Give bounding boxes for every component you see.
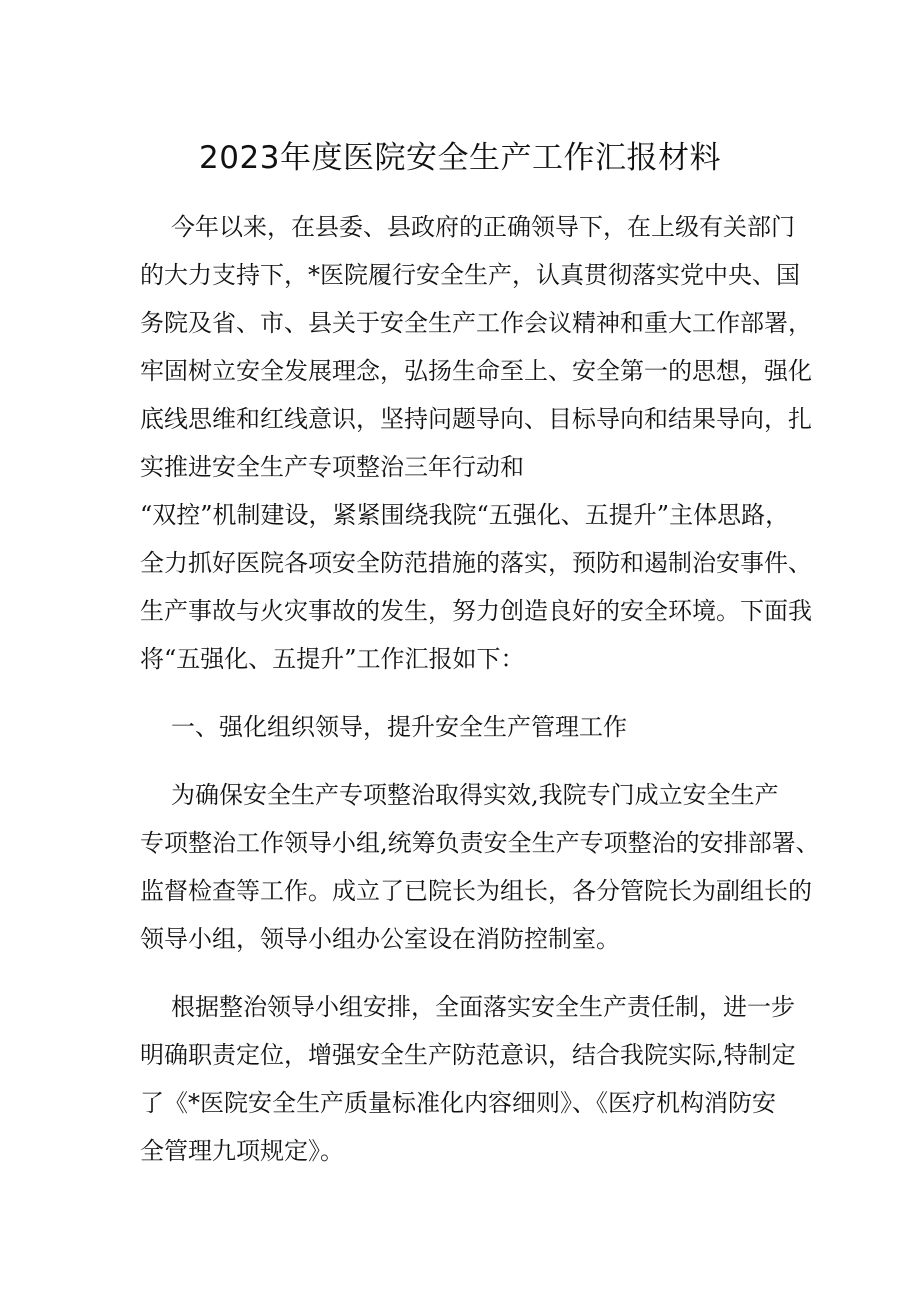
intro-line: “双控”机制建设，紧紧围绕我院“五强化、五提升”主体思路，	[140, 501, 790, 529]
intro-line: 的大力支持下，*医院履行安全生产，认真贯彻落实党中央、国	[140, 261, 800, 289]
intro-line: 实推进安全生产专项整治三年行动和	[140, 453, 524, 481]
intro-line: 今年以来，在县委、县政府的正确领导下，在上级有关部门	[171, 213, 795, 241]
paragraph-line: 根据整治领导小组安排，全面落实安全生产责任制，进一步	[171, 993, 795, 1021]
document-title: 2023年度医院安全生产工作汇报材料	[199, 140, 721, 176]
paragraph-line: 专项整治工作领导小组,统筹负责安全生产专项整治的安排部署、	[140, 829, 820, 857]
intro-line: 将“五强化、五提升”工作汇报如下：	[140, 645, 525, 673]
intro-line: 全力抓好医院各项安全防范措施的落实，预防和遏制治安事件、	[140, 549, 812, 577]
paragraph-line: 了《*医院安全生产质量标准化内容细则》、《医疗机构消防安	[140, 1089, 776, 1117]
paragraph-line: 监督检查等工作。成立了已院长为组长，各分管院长为副组长的	[140, 877, 812, 905]
intro-line: 生产事故与火灾事故的发生，努力创造良好的安全环境。下面我	[140, 597, 812, 625]
intro-line: 务院及省、市、县关于安全生产工作会议精神和重大工作部署，	[140, 309, 812, 337]
intro-line: 底线思维和红线意识，坚持问题导向、目标导向和结果导向，扎	[140, 405, 812, 433]
paragraph-line: 领导小组，领导小组办公室设在消防控制室。	[140, 925, 620, 953]
paragraph-line: 明确职责定位，增强安全生产防范意识，结合我院实际,特制定	[140, 1041, 796, 1069]
intro-line: 牢固树立安全发展理念，弘扬生命至上、安全第一的思想，强化	[140, 357, 812, 385]
paragraph-line: 为确保安全生产专项整治取得实效,我院专门成立安全生产	[171, 781, 779, 809]
paragraph-line: 全管理九项规定》。	[140, 1137, 344, 1165]
section-heading: 一、强化组织领导，提升安全生产管理工作	[171, 713, 627, 741]
